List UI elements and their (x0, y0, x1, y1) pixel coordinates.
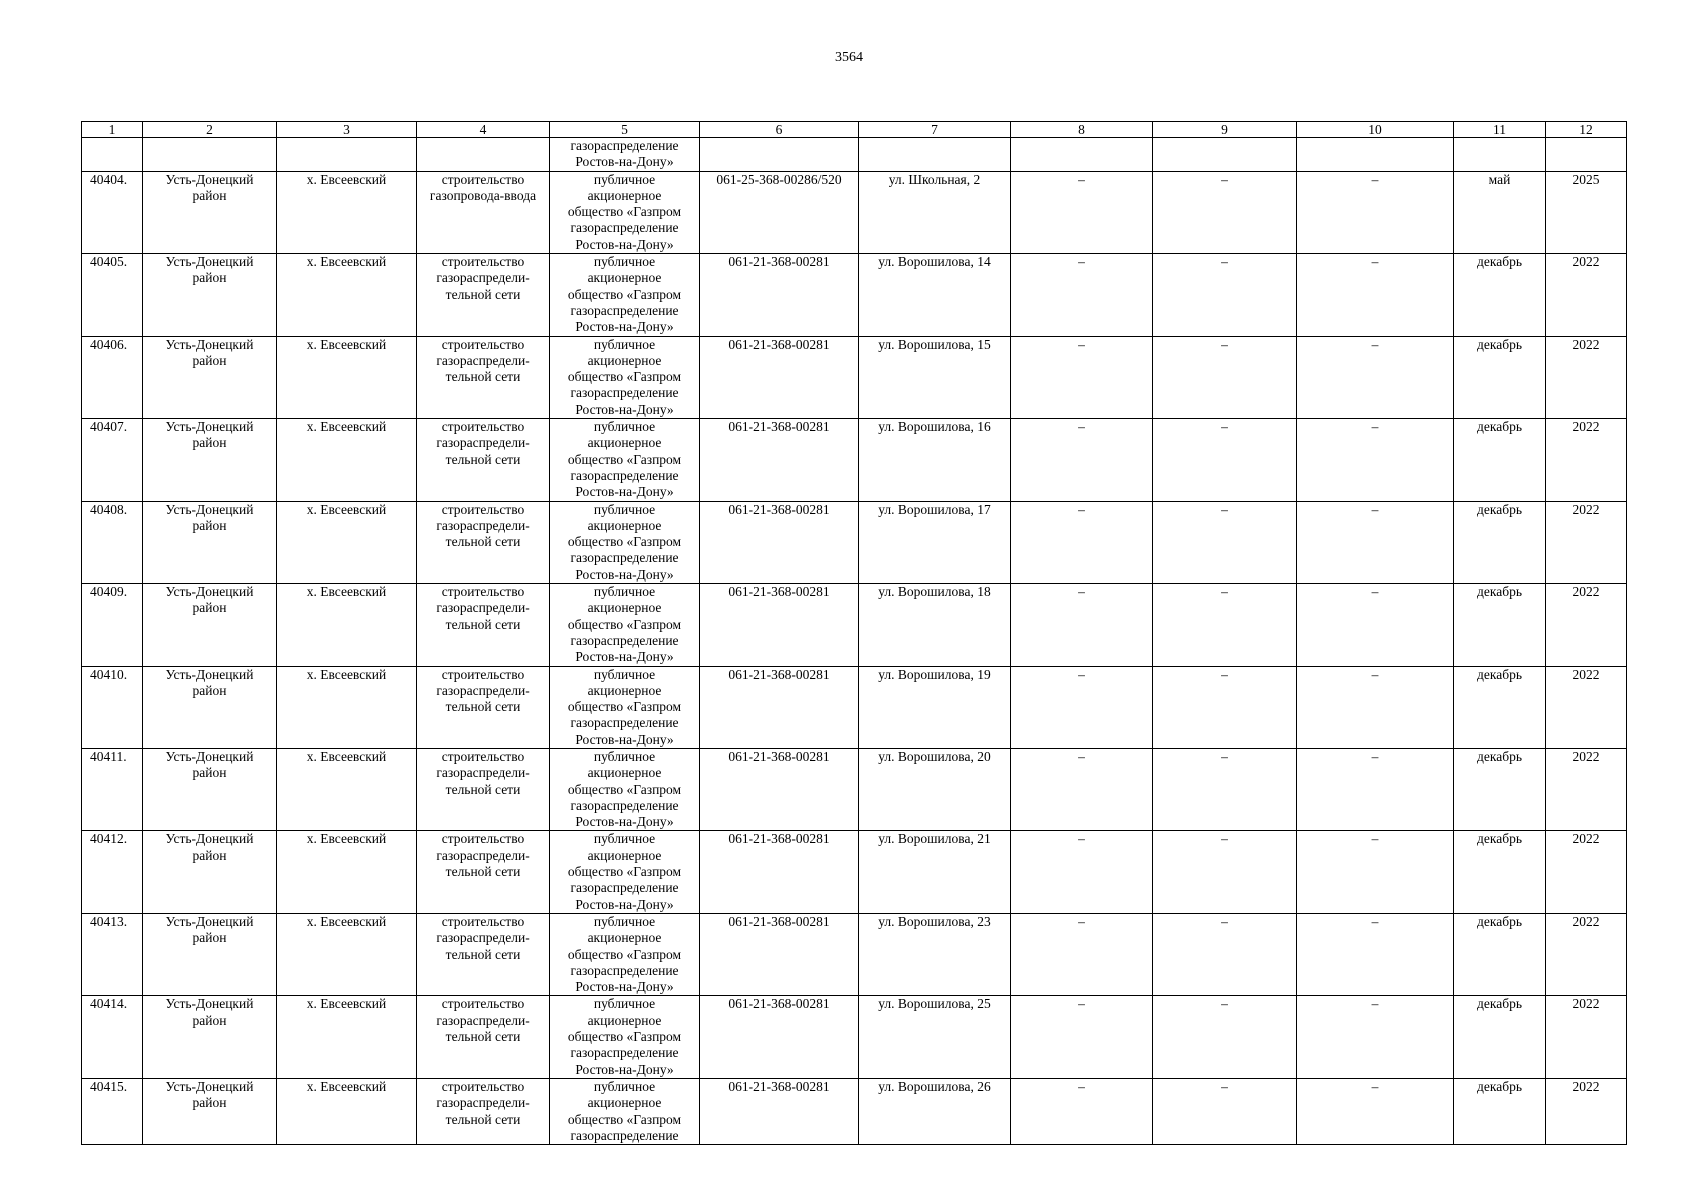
settlement-cell: х. Евсеевский (277, 913, 417, 995)
work-type-line: строительство (441, 913, 525, 929)
work-type-line: тельной сети (445, 864, 521, 880)
year-cell: 2022 (1546, 996, 1627, 1078)
settlement-cell: х. Евсеевский (277, 254, 417, 336)
district-line: Усть-Донецкий (165, 831, 254, 847)
year-cell: 2022 (1546, 913, 1627, 995)
registry-code-cell: 061-21-368-00281 (700, 336, 859, 418)
table-row (82, 1078, 1627, 1144)
column-9-cell: – (1153, 171, 1297, 253)
month-cell: декабрь (1454, 748, 1546, 830)
org-line: акционерное (587, 435, 662, 451)
year-cell: 2025 (1546, 171, 1627, 253)
district-line: район (192, 1095, 227, 1111)
org-line: публичное (593, 1078, 656, 1094)
org-line: публичное (593, 666, 656, 682)
org-line: акционерное (587, 930, 662, 946)
column-8-cell: – (1011, 666, 1153, 748)
address-cell: ул. Ворошилова, 16 (859, 419, 1011, 501)
org-line: общество «Газпром (567, 864, 682, 880)
work-type-line: газораспредели- (436, 930, 530, 946)
org-line: газораспределение (570, 220, 679, 236)
org-line: акционерное (587, 270, 662, 286)
org-line: публичное (593, 419, 656, 435)
org-line: общество «Газпром (567, 699, 682, 715)
work-type-line: строительство (441, 419, 525, 435)
district-line: район (192, 600, 227, 616)
registry-code-cell: 061-21-368-00281 (700, 666, 859, 748)
column-8-cell: – (1011, 501, 1153, 583)
settlement-cell: х. Евсеевский (277, 1078, 417, 1144)
work-type-line: строительство (441, 501, 525, 517)
row-number: 40411. (82, 748, 143, 830)
work-type-line: тельной сети (445, 946, 521, 962)
district-line: район (192, 847, 227, 863)
address-cell: ул. Ворошилова, 17 (859, 501, 1011, 583)
table-row (82, 336, 1627, 418)
organization-cell (550, 831, 700, 913)
registry-code-cell: 061-21-368-00281 (700, 831, 859, 913)
org-line: публичное (593, 501, 656, 517)
district-cell (143, 996, 277, 1078)
district-cell (143, 254, 277, 336)
column-8-cell: – (1011, 1078, 1153, 1144)
settlement-cell: х. Евсеевский (277, 831, 417, 913)
settlement-cell: х. Евсеевский (277, 419, 417, 501)
org-line: общество «Газпром (567, 451, 682, 467)
settlement-cell: х. Евсеевский (277, 501, 417, 583)
address-cell: ул. Ворошилова, 25 (859, 996, 1011, 1078)
org-line: Ростов-на-Дону» (575, 319, 674, 335)
district-line: район (192, 270, 227, 286)
year-cell: 2022 (1546, 1078, 1627, 1144)
column-9-cell: – (1153, 1078, 1297, 1144)
column-10-cell: – (1297, 584, 1454, 666)
row-number: 40415. (82, 1078, 143, 1144)
district-line: Усть-Донецкий (165, 501, 254, 517)
month-cell: декабрь (1454, 336, 1546, 418)
district-cell (143, 831, 277, 913)
org-line: публичное (593, 171, 656, 187)
address-cell: ул. Ворошилова, 19 (859, 666, 1011, 748)
org-line: публичное (593, 748, 656, 764)
registry-code-cell: 061-21-368-00281 (700, 419, 859, 501)
month-cell: декабрь (1454, 419, 1546, 501)
column-10-cell: – (1297, 336, 1454, 418)
column-10-cell: – (1297, 419, 1454, 501)
month-cell: декабрь (1454, 1078, 1546, 1144)
row-number: 40404. (82, 171, 143, 253)
work-type-cell (417, 831, 550, 913)
org-line: Ростов-на-Дону» (575, 1061, 674, 1077)
district-cell (143, 336, 277, 418)
row-number: 40405. (82, 254, 143, 336)
year-cell: 2022 (1546, 748, 1627, 830)
org-line: Ростов-на-Дону» (575, 401, 674, 417)
organization-cell (550, 336, 700, 418)
row-number: 40409. (82, 584, 143, 666)
column-10-cell: – (1297, 831, 1454, 913)
organization-cell (550, 254, 700, 336)
work-type-cell (417, 1078, 550, 1144)
column-9-cell: – (1153, 501, 1297, 583)
column-9-cell: – (1153, 666, 1297, 748)
work-type-line: строительство (441, 831, 525, 847)
org-line: акционерное (587, 1095, 662, 1111)
work-type-line: тельной сети (445, 699, 521, 715)
column-10-cell: – (1297, 254, 1454, 336)
work-type-line: газораспредели- (436, 352, 530, 368)
settlement-cell: х. Евсеевский (277, 171, 417, 253)
organization-cell (550, 913, 700, 995)
work-type-line: строительство (441, 254, 525, 270)
column-8-cell: – (1011, 254, 1153, 336)
column-number: 10 (1297, 122, 1454, 138)
column-number: 3 (277, 122, 417, 138)
district-cell (143, 1078, 277, 1144)
work-type-line: тельной сети (445, 451, 521, 467)
table-row (82, 419, 1627, 501)
work-type-line: тельной сети (445, 369, 521, 385)
table-row (82, 584, 1627, 666)
org-line: Ростов-на-Дону» (575, 649, 674, 665)
org-line: общество «Газпром (567, 946, 682, 962)
district-line: район (192, 517, 227, 533)
org-line: газораспределение (570, 797, 679, 813)
registry-code-cell: 061-21-368-00281 (700, 748, 859, 830)
org-line: общество «Газпром (567, 534, 682, 550)
table-row (82, 831, 1627, 913)
district-cell (143, 419, 277, 501)
district-line: район (192, 930, 227, 946)
org-line: публичное (593, 996, 656, 1012)
org-line: газораспределение (570, 632, 679, 648)
org-line: акционерное (587, 1012, 662, 1028)
year-cell: 2022 (1546, 584, 1627, 666)
table-row (82, 254, 1627, 336)
org-line: Ростов-на-Дону» (575, 896, 674, 912)
work-type-line: тельной сети (445, 1029, 521, 1045)
org-line: публичное (593, 584, 656, 600)
row-number: 40414. (82, 996, 143, 1078)
district-line: район (192, 765, 227, 781)
org-line: газораспределение (570, 1127, 679, 1143)
work-type-line: тельной сети (445, 616, 521, 632)
year-cell: 2022 (1546, 336, 1627, 418)
work-type-cell (417, 171, 550, 253)
address-cell: ул. Ворошилова, 23 (859, 913, 1011, 995)
registry-code-cell: 061-21-368-00281 (700, 996, 859, 1078)
org-line: акционерное (587, 600, 662, 616)
row-number: 40410. (82, 666, 143, 748)
continuation-org-cell (550, 138, 700, 172)
column-8-cell: – (1011, 336, 1153, 418)
column-8-cell: – (1011, 419, 1153, 501)
org-line: акционерное (587, 352, 662, 368)
district-line: район (192, 682, 227, 698)
org-line: общество «Газпром (567, 1029, 682, 1045)
work-type-line: строительство (441, 336, 525, 352)
org-line: акционерное (587, 765, 662, 781)
organization-cell (550, 501, 700, 583)
district-line: Усть-Донецкий (165, 171, 254, 187)
org-line: газораспределение (570, 138, 679, 153)
register-table (81, 121, 1627, 1145)
column-number: 4 (417, 122, 550, 138)
org-line: Ростов-на-Дону» (575, 814, 674, 830)
district-line: Усть-Донецкий (165, 336, 254, 352)
address-cell: ул. Школьная, 2 (859, 171, 1011, 253)
org-line: Ростов-на-Дону» (575, 154, 674, 170)
table-row (82, 996, 1627, 1078)
organization-cell (550, 1078, 700, 1144)
org-line: публичное (593, 254, 656, 270)
work-type-line: газораспредели- (436, 765, 530, 781)
column-number: 1 (82, 122, 143, 138)
column-9-cell: – (1153, 831, 1297, 913)
org-line: общество «Газпром (567, 369, 682, 385)
org-line: общество «Газпром (567, 204, 682, 220)
work-type-cell (417, 584, 550, 666)
district-line: Усть-Донецкий (165, 666, 254, 682)
work-type-cell (417, 913, 550, 995)
year-cell: 2022 (1546, 831, 1627, 913)
organization-cell (550, 996, 700, 1078)
district-line: Усть-Донецкий (165, 254, 254, 270)
row-number: 40412. (82, 831, 143, 913)
org-line: общество «Газпром (567, 286, 682, 302)
work-type-cell (417, 996, 550, 1078)
org-line: акционерное (587, 517, 662, 533)
settlement-cell: х. Евсеевский (277, 336, 417, 418)
row-number: 40406. (82, 336, 143, 418)
month-cell: декабрь (1454, 584, 1546, 666)
org-line: газораспределение (570, 385, 679, 401)
district-line: район (192, 435, 227, 451)
settlement-cell: х. Евсеевский (277, 666, 417, 748)
column-8-cell: – (1011, 171, 1153, 253)
year-cell: 2022 (1546, 419, 1627, 501)
settlement-cell: х. Евсеевский (277, 584, 417, 666)
month-cell: декабрь (1454, 913, 1546, 995)
org-line: публичное (593, 831, 656, 847)
column-9-cell: – (1153, 336, 1297, 418)
work-type-line: газораспредели- (436, 847, 530, 863)
settlement-cell: х. Евсеевский (277, 748, 417, 830)
district-cell (143, 748, 277, 830)
column-9-cell: – (1153, 254, 1297, 336)
district-line: Усть-Донецкий (165, 913, 254, 929)
table-row (82, 748, 1627, 830)
continuation-row (82, 138, 1627, 172)
org-line: акционерное (587, 847, 662, 863)
year-cell: 2022 (1546, 254, 1627, 336)
work-type-cell (417, 336, 550, 418)
organization-cell (550, 748, 700, 830)
org-line: газораспределение (570, 550, 679, 566)
org-line: акционерное (587, 682, 662, 698)
district-cell (143, 666, 277, 748)
work-type-line: строительство (441, 996, 525, 1012)
work-type-line: строительство (441, 666, 525, 682)
district-line: район (192, 1012, 227, 1028)
column-9-cell: – (1153, 419, 1297, 501)
work-type-cell (417, 501, 550, 583)
district-cell (143, 501, 277, 583)
work-type-cell (417, 748, 550, 830)
address-cell: ул. Ворошилова, 20 (859, 748, 1011, 830)
organization-cell (550, 584, 700, 666)
column-number: 12 (1546, 122, 1627, 138)
org-line: газораспределение (570, 715, 679, 731)
month-cell: декабрь (1454, 501, 1546, 583)
work-type-line: газопровода-ввода (429, 187, 537, 203)
column-8-cell: – (1011, 996, 1153, 1078)
month-cell: декабрь (1454, 996, 1546, 1078)
work-type-line: строительство (441, 748, 525, 764)
data-rows (82, 171, 1627, 1145)
table-row (82, 913, 1627, 995)
org-line: Ростов-на-Дону» (575, 484, 674, 500)
column-number: 9 (1153, 122, 1297, 138)
organization-cell (550, 666, 700, 748)
column-10-cell: – (1297, 666, 1454, 748)
table-row (82, 171, 1627, 253)
work-type-line: газораспредели- (436, 517, 530, 533)
org-line: газораспределение (570, 962, 679, 978)
district-line: район (192, 352, 227, 368)
column-9-cell: – (1153, 996, 1297, 1078)
org-line: газораспределение (570, 1045, 679, 1061)
org-line: Ростов-на-Дону» (575, 236, 674, 252)
org-line: общество «Газпром (567, 1111, 682, 1127)
work-type-line: газораспредели- (436, 435, 530, 451)
district-line: район (192, 187, 227, 203)
work-type-line: строительство (441, 1078, 525, 1094)
registry-code-cell: 061-21-368-00281 (700, 584, 859, 666)
org-line: Ростов-на-Дону» (575, 566, 674, 582)
month-cell: май (1454, 171, 1546, 253)
org-line: общество «Газпром (567, 616, 682, 632)
month-cell: декабрь (1454, 831, 1546, 913)
column-9-cell: – (1153, 748, 1297, 830)
address-cell: ул. Ворошилова, 15 (859, 336, 1011, 418)
registry-code-cell: 061-25-368-00286/520 (700, 171, 859, 253)
work-type-line: тельной сети (445, 286, 521, 302)
org-line: газораспределение (570, 467, 679, 483)
registry-code-cell: 061-21-368-00281 (700, 254, 859, 336)
year-cell: 2022 (1546, 666, 1627, 748)
work-type-line: строительство (441, 584, 525, 600)
registry-code-cell: 061-21-368-00281 (700, 913, 859, 995)
column-10-cell: – (1297, 1078, 1454, 1144)
page-number: 3564 (835, 50, 863, 65)
address-cell: ул. Ворошилова, 14 (859, 254, 1011, 336)
column-10-cell: – (1297, 501, 1454, 583)
month-cell: декабрь (1454, 254, 1546, 336)
work-type-line: газораспредели- (436, 1095, 530, 1111)
column-number: 8 (1011, 122, 1153, 138)
month-cell: декабрь (1454, 666, 1546, 748)
org-line: общество «Газпром (567, 781, 682, 797)
work-type-cell (417, 254, 550, 336)
district-line: Усть-Донецкий (165, 1078, 254, 1094)
work-type-line: строительство (441, 171, 525, 187)
column-number: 2 (143, 122, 277, 138)
column-10-cell: – (1297, 913, 1454, 995)
district-cell (143, 171, 277, 253)
column-8-cell: – (1011, 748, 1153, 830)
work-type-line: тельной сети (445, 781, 521, 797)
year-cell: 2022 (1546, 501, 1627, 583)
work-type-line: газораспредели- (436, 1012, 530, 1028)
organization-cell (550, 419, 700, 501)
org-line: публичное (593, 913, 656, 929)
org-line: Ростов-на-Дону» (575, 731, 674, 747)
work-type-line: газораспредели- (436, 682, 530, 698)
table-row (82, 666, 1627, 748)
row-number: 40408. (82, 501, 143, 583)
district-line: Усть-Донецкий (165, 996, 254, 1012)
row-number: 40407. (82, 419, 143, 501)
address-cell: ул. Ворошилова, 18 (859, 584, 1011, 666)
column-10-cell: – (1297, 748, 1454, 830)
column-10-cell: – (1297, 996, 1454, 1078)
registry-code-cell: 061-21-368-00281 (700, 501, 859, 583)
column-number: 7 (859, 122, 1011, 138)
registry-code-cell: 061-21-368-00281 (700, 1078, 859, 1144)
row-number: 40413. (82, 913, 143, 995)
district-cell (143, 913, 277, 995)
address-cell: ул. Ворошилова, 26 (859, 1078, 1011, 1144)
work-type-cell (417, 666, 550, 748)
district-line: Усть-Донецкий (165, 584, 254, 600)
column-number: 11 (1454, 122, 1546, 138)
org-line: публичное (593, 336, 656, 352)
district-cell (143, 584, 277, 666)
column-number: 5 (550, 122, 700, 138)
column-9-cell: – (1153, 584, 1297, 666)
work-type-line: тельной сети (445, 534, 521, 550)
column-number: 6 (700, 122, 859, 138)
column-number-row (82, 122, 1627, 138)
org-line: акционерное (587, 187, 662, 203)
work-type-line: газораспредели- (436, 270, 530, 286)
column-8-cell: – (1011, 584, 1153, 666)
column-9-cell: – (1153, 913, 1297, 995)
work-type-line: газораспредели- (436, 600, 530, 616)
table-row (82, 501, 1627, 583)
work-type-line: тельной сети (445, 1111, 521, 1127)
column-8-cell: – (1011, 831, 1153, 913)
column-8-cell: – (1011, 913, 1153, 995)
org-line: газораспределение (570, 880, 679, 896)
settlement-cell: х. Евсеевский (277, 996, 417, 1078)
address-cell: ул. Ворошилова, 21 (859, 831, 1011, 913)
organization-cell (550, 171, 700, 253)
district-line: Усть-Донецкий (165, 419, 254, 435)
work-type-cell (417, 419, 550, 501)
org-line: газораспределение (570, 302, 679, 318)
org-line: Ростов-на-Дону» (575, 979, 674, 995)
column-10-cell: – (1297, 171, 1454, 253)
district-line: Усть-Донецкий (165, 748, 254, 764)
